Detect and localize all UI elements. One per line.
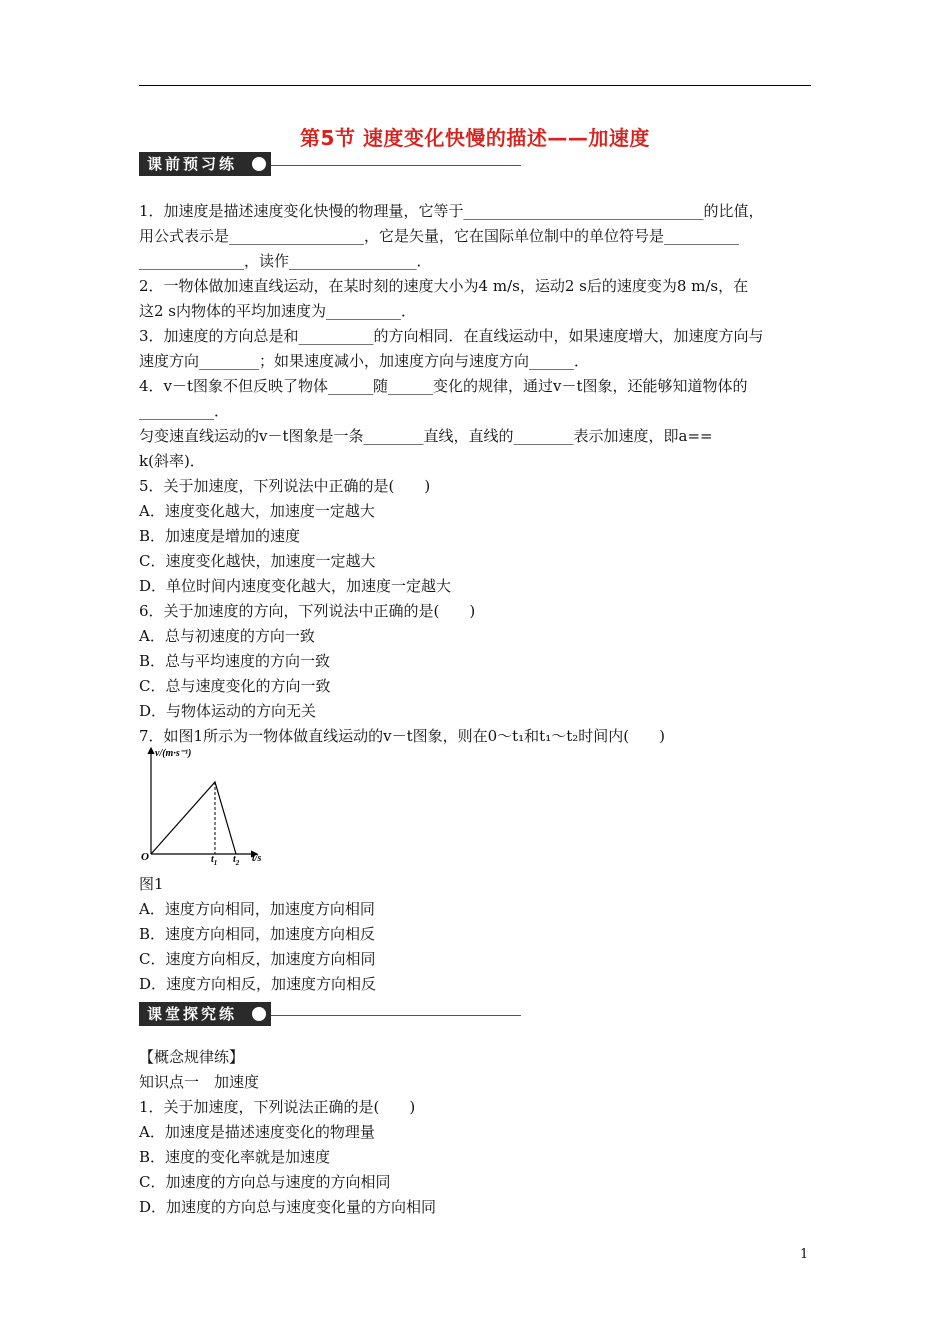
text-line: 1．加速度是描述速度变化快慢的物理量，它等于________________________________的比值， xyxy=(139,202,764,220)
section-rule xyxy=(271,165,521,166)
text-line: C．速度变化越快，加速度一定越大 xyxy=(139,552,376,570)
in-class-text xyxy=(139,1045,819,1220)
text-line: 7．如图1所示为一物体做直线运动的v－t图象，则在0～t₁和t₁～t₂时间内( ) xyxy=(139,727,665,745)
text-line: __________． xyxy=(139,402,230,420)
section-label: 课前预习练 xyxy=(139,152,271,176)
vt-line xyxy=(151,782,236,854)
option-line: C．速度方向相反，加速度方向相同 xyxy=(139,950,376,968)
option-line: D．速度方向相反，加速度方向相反 xyxy=(139,975,377,993)
page-title: 第5节 速度变化快慢的描述——加速度 xyxy=(300,126,650,150)
vt-graph-figure xyxy=(139,742,279,870)
y-axis-label: v/(m·s⁻¹) xyxy=(155,748,192,759)
section-label: 课堂探究练 xyxy=(139,1002,271,1026)
text-line: k(斜率)． xyxy=(139,452,205,470)
text-line: B．加速度是增加的速度 xyxy=(139,527,301,545)
text-line: 3．加速度的方向总是和__________的方向相同．在直线运动中，如果速度增大，加速度方向与 xyxy=(139,327,764,345)
text-line: A．加速度是描述速度变化的物理量 xyxy=(139,1123,375,1141)
q7-options xyxy=(139,897,819,997)
text-line: 知识点一 加速度 xyxy=(139,1073,260,1091)
section-rule xyxy=(271,1015,521,1016)
text-line: 【概念规律练】 xyxy=(139,1048,245,1066)
bullet-dot-icon xyxy=(252,157,266,171)
text-line: ______________，读作_________________． xyxy=(139,252,432,270)
option-line: A．速度方向相同，加速度方向相同 xyxy=(139,900,375,918)
text-line: 用公式表示是__________________，它是矢量，它在国际单位制中的单位符号是__________ xyxy=(139,227,740,245)
bullet-dot-icon xyxy=(252,1007,266,1021)
t1-label: $t_1$ xyxy=(211,854,218,867)
text-line: 6．关于加速度的方向，下列说法中正确的是( ) xyxy=(139,602,476,620)
text-line: 1．关于加速度，下列说法正确的是( ) xyxy=(139,1098,416,1116)
x-axis-label: t/s xyxy=(252,853,262,864)
text-line: 这2 s内物体的平均加速度为__________． xyxy=(139,302,417,320)
text-line: 速度方向________；如果速度减小，加速度方向与速度方向______． xyxy=(139,352,590,370)
header-rule xyxy=(139,85,811,86)
text-line: B．速度的变化率就是加速度 xyxy=(139,1148,331,1166)
text-line: D．单位时间内速度变化越大，加速度一定越大 xyxy=(139,577,452,595)
t2-label: $t_2$ xyxy=(233,854,240,867)
text-line: C．加速度的方向总与速度的方向相同 xyxy=(139,1173,391,1191)
figure-caption: 图1 xyxy=(139,875,164,893)
text-line: A．速度变化越大，加速度一定越大 xyxy=(139,502,375,520)
section-banner-in-class xyxy=(139,1002,521,1026)
text-line: 4．v－t图象不但反映了物体______随______变化的规律，通过v－t图象，还能够知道物体的 xyxy=(139,377,748,395)
text-line: 2．一物体做加速直线运动，在某时刻的速度大小为4 m/s，运动2 s后的速度变为8 m/s，在 xyxy=(139,277,749,295)
text-line: D．与物体运动的方向无关 xyxy=(139,702,317,720)
origin-label: O xyxy=(141,851,149,863)
page-number: 1 xyxy=(800,1247,809,1262)
text-line: 5．关于加速度，下列说法中正确的是( ) xyxy=(139,477,431,495)
text-line: D．加速度的方向总与速度变化量的方向相同 xyxy=(139,1198,437,1216)
text-line: A．总与初速度的方向一致 xyxy=(139,627,315,645)
text-line: B．总与平均速度的方向一致 xyxy=(139,652,331,670)
section-banner-pre-class xyxy=(139,152,521,176)
option-line: B．速度方向相同，加速度方向相反 xyxy=(139,925,376,943)
pre-class-text xyxy=(139,199,819,749)
text-line: 匀变速直线运动的v－t图象是一条________直线，直线的________表示加速度，即a== xyxy=(139,427,713,445)
text-line: C．总与速度变化的方向一致 xyxy=(139,677,331,695)
